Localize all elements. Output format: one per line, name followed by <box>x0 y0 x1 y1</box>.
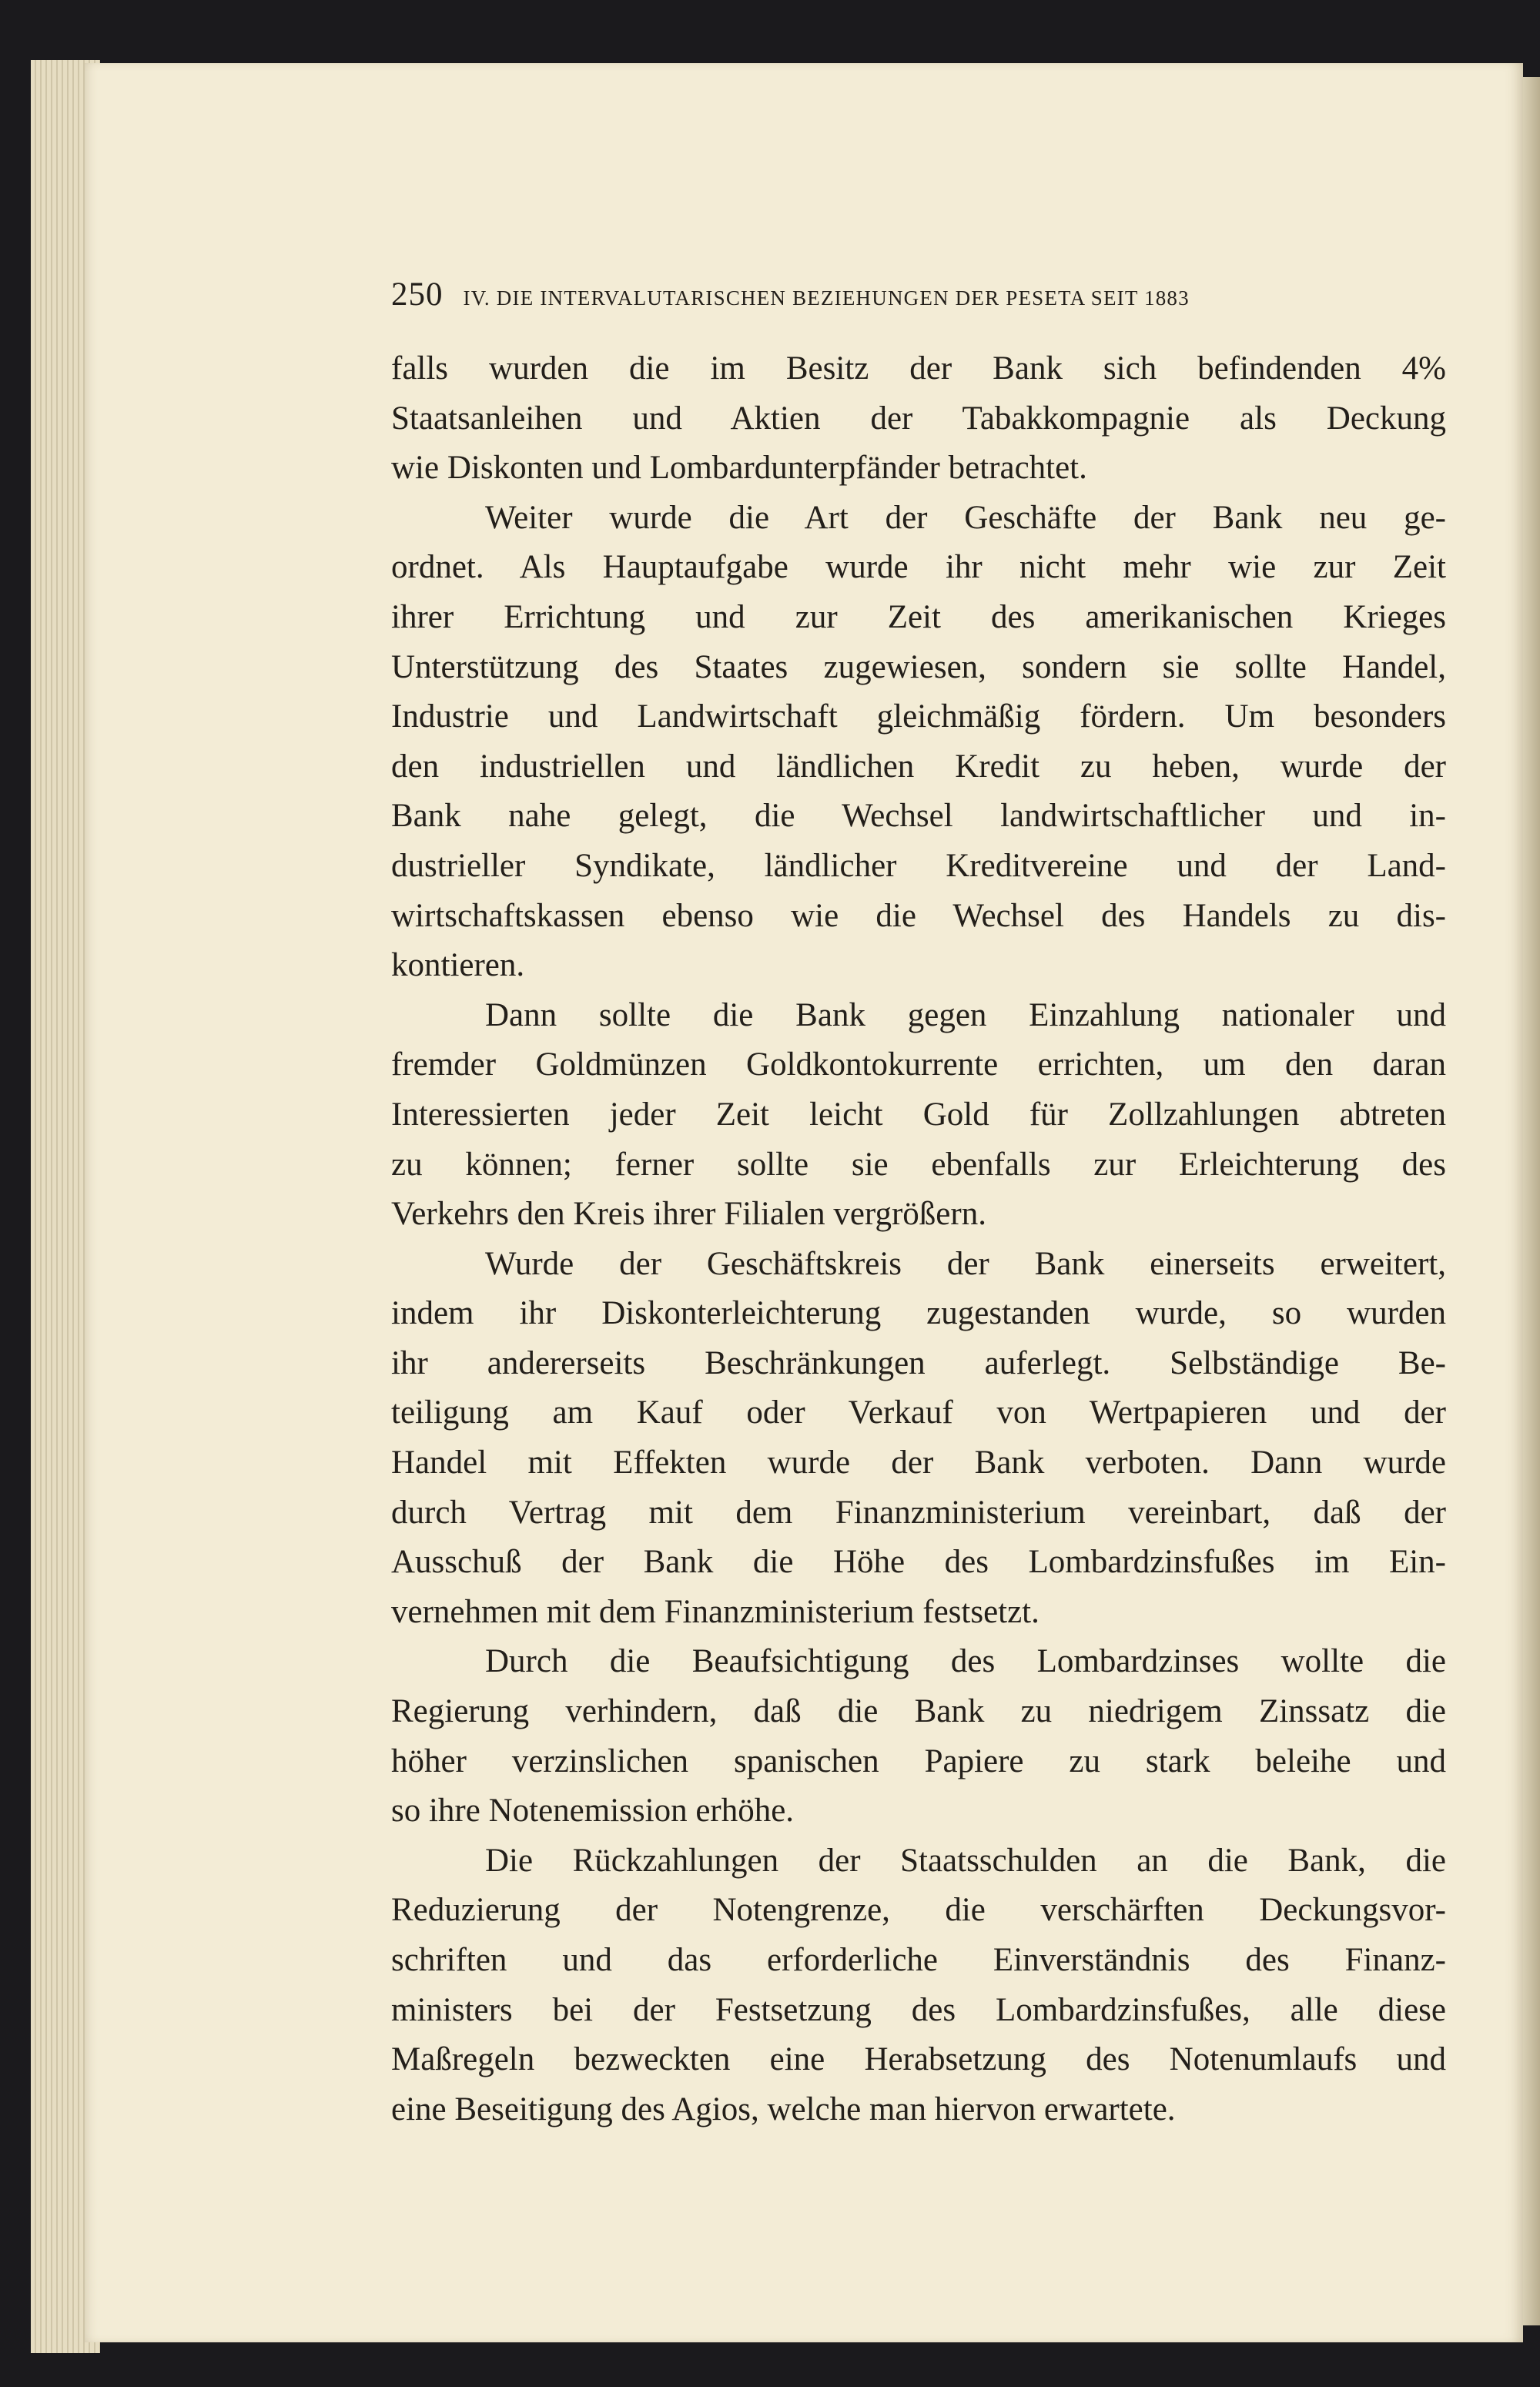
text-line: Verkehrs den Kreis ihrer Filialen vergrößern. <box>391 1196 986 1233</box>
text-line: vernehmen mit dem Finanzministerium festsetzt. <box>391 1593 1040 1630</box>
running-head: IV. DIE INTERVALUTARISCHEN BEZIEHUNGEN DER PESETA SEIT 1883 <box>463 286 1190 310</box>
text-line: kontieren. <box>391 947 525 984</box>
text-line: Durch die Beaufsichtigung des Lombardzinses wollte die <box>485 1643 1446 1680</box>
text-line: Ausschuß der Bank die Höhe des Lombardzinsfußes im Ein- <box>391 1544 1446 1581</box>
text-line: indem ihr Diskonterleichterung zugestanden wurde, so wurden <box>391 1295 1446 1332</box>
page-right-edge <box>1523 77 1540 2325</box>
text-line: Unterstützung des Staates zugewiesen, sondern sie sollte Handel, <box>391 648 1446 685</box>
text-line: Reduzierung der Notengrenze, die verschärften Deckungsvor- <box>391 1892 1446 1929</box>
text-line: durch Vertrag mit dem Finanzministerium vereinbart, daß der <box>391 1494 1446 1531</box>
text-line: Bank nahe gelegt, die Wechsel landwirtschaftlicher und in- <box>391 798 1446 835</box>
text-line: falls wurden die im Besitz der Bank sich befindenden 4% <box>391 350 1446 387</box>
text-line: den industriellen und ländlichen Kredit zu heben, wurde der <box>391 748 1446 785</box>
text-line: Interessierten jeder Zeit leicht Gold für Zollzahlungen abtreten <box>391 1096 1446 1133</box>
text-line: höher verzinslichen spanischen Papiere zu stark beleihe und <box>391 1743 1446 1779</box>
text-line: so ihre Notenemission erhöhe. <box>391 1793 795 1830</box>
page-header <box>391 276 1446 322</box>
text-line: dustrieller Syndikate, ländlicher Kreditvereine und der Land- <box>391 847 1446 884</box>
text-line: ihrer Errichtung und zur Zeit des amerikanischen Krieges <box>391 598 1446 635</box>
text-line: Wurde der Geschäftskreis der Bank einerseits erweitert, <box>485 1245 1446 1282</box>
body-text <box>391 344 1446 2134</box>
text-line: Maßregeln bezweckten eine Herabsetzung des Notenumlaufs und <box>391 2041 1446 2078</box>
text-line: schriften und das erforderliche Einverständnis des Finanz- <box>391 1942 1446 1978</box>
text-line: fremder Goldmünzen Goldkontokurrente errichten, um den daran <box>391 1046 1446 1083</box>
text-line: teiligung am Kauf oder Verkauf von Wertpapieren und der <box>391 1394 1446 1431</box>
text-line: wirtschaftskassen ebenso wie die Wechsel des Handels zu dis- <box>391 897 1446 934</box>
text-line: Handel mit Effekten wurde der Bank verboten. Dann wurde <box>391 1445 1446 1481</box>
text-line: ihr andererseits Beschränkungen auferlegt. Selbständige Be- <box>391 1344 1446 1381</box>
text-line: Die Rückzahlungen der Staatsschulden an die Bank, die <box>485 1842 1446 1879</box>
text-line: Regierung verhindern, daß die Bank zu niedrigem Zinssatz die <box>391 1693 1446 1730</box>
text-line: Staatsanleihen und Aktien der Tabakkompagnie als Deckung <box>391 400 1446 437</box>
page-number: 250 <box>391 276 444 313</box>
text-line: Dann sollte die Bank gegen Einzahlung nationaler und <box>485 996 1446 1033</box>
text-line: wie Diskonten und Lombardunterpfänder betrachtet. <box>391 450 1087 487</box>
text-line: Weiter wurde die Art der Geschäfte der Bank neu ge- <box>485 499 1446 536</box>
text-line: ministers bei der Festsetzung des Lombardzinsfußes, alle diese <box>391 1991 1446 2028</box>
text-line: Industrie und Landwirtschaft gleichmäßig fördern. Um besonders <box>391 698 1446 735</box>
text-line: zu können; ferner sollte sie ebenfalls zur Erleichterung des <box>391 1146 1446 1183</box>
text-line: ordnet. Als Hauptaufgabe wurde ihr nicht mehr wie zur Zeit <box>391 549 1446 586</box>
text-line: eine Beseitigung des Agios, welche man hiervon erwartete. <box>391 2091 1176 2128</box>
